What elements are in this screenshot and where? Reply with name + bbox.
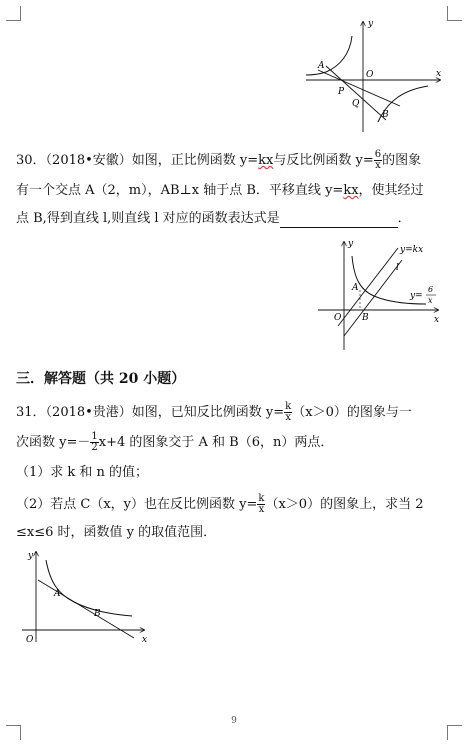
fig3-label-o: O [26,635,34,645]
page-number: 9 [231,716,237,726]
fig3-label-y: y [28,551,34,561]
q30-line-2: 有一个交点 A（2，m），AB⊥x 轴于点 B．平移直线 y=kx，使其经过 [16,183,424,198]
fig2-label-b: B [362,313,369,323]
fig2-label-y-kx: y=kx [400,245,424,255]
figure-q29 [300,14,448,136]
fig1-label-q: Q [352,99,360,109]
fig1-label-p: P [338,87,345,97]
fig2-label-x: x [434,315,440,325]
fig2-label-l: l [396,263,399,273]
hyperbola [46,560,132,616]
figure-q30 [314,238,448,356]
fig2-label-eq-den: x [428,296,433,305]
fig1-label-a: A [318,61,325,71]
fig1-label-b: B [382,110,389,120]
q30-fraction: $\frac{6}{x}$ [374,149,382,171]
fig1-label-o: O [366,70,374,80]
fig3-label-x: x [142,635,148,645]
line-l [344,260,402,336]
fig2-label-eq: y= [410,291,423,301]
q31-line-2: 次函数 y=－ $\frac{1}{2}$ x+4 的图象交于 A 和 B（6，n）两点． [16,431,334,453]
q30-line-3: 点 B,得到直线 l,则直线 l 对应的函数表达式是 ． [16,211,411,226]
q31-part-2-line-2: ≤x≤6 时，函数值 y 的取值范围． [16,525,217,540]
q31-fraction-2: $\frac{1}{2}$ [91,431,98,453]
q30-line-1: 30．（2018•安徽）如图，正比例函数 y=kx与反比例函数 y= $\frac{6}{x}$ 的图象 [16,149,422,171]
answer-blank [280,213,398,228]
q31-fraction-3: $\frac{k}{x}$ [258,493,265,515]
fig3-label-b: B [94,609,101,619]
fig2-label-o: O [334,313,342,323]
fig3-label-a: A [54,589,61,599]
q31-part-1: （1）求 k 和 n 的值； [16,465,149,480]
fig1-label-x: x [436,69,442,79]
fig2-label-eq-num: 6 [428,285,434,294]
fig2-label-y: y [348,239,354,249]
q31-fraction-1: $\frac{k}{x}$ [285,401,292,423]
figure-q31 [18,548,152,646]
crop-mark-top-left [6,6,21,21]
linear-function [38,580,134,638]
section-heading: 三．解答题（共 20 小题） [16,371,186,387]
crop-mark-top-right [447,6,462,21]
crop-mark-bottom-right [447,725,462,740]
q31-line-1: 31．（2018•贵港）如图，已知反比例函数 y= $\frac{k}{x}$ （x＞0）的图象与一 [16,401,412,423]
fig1-label-y: y [368,19,374,29]
fig2-label-a: A [352,283,359,293]
line-2 [326,66,386,120]
crop-mark-bottom-left [6,725,21,740]
q31-part-2-line-1: （2）若点 C（x，y）也在反比例函数 y= $\frac{k}{x}$ （x＞0）的图象上，求当 2 [16,493,424,515]
